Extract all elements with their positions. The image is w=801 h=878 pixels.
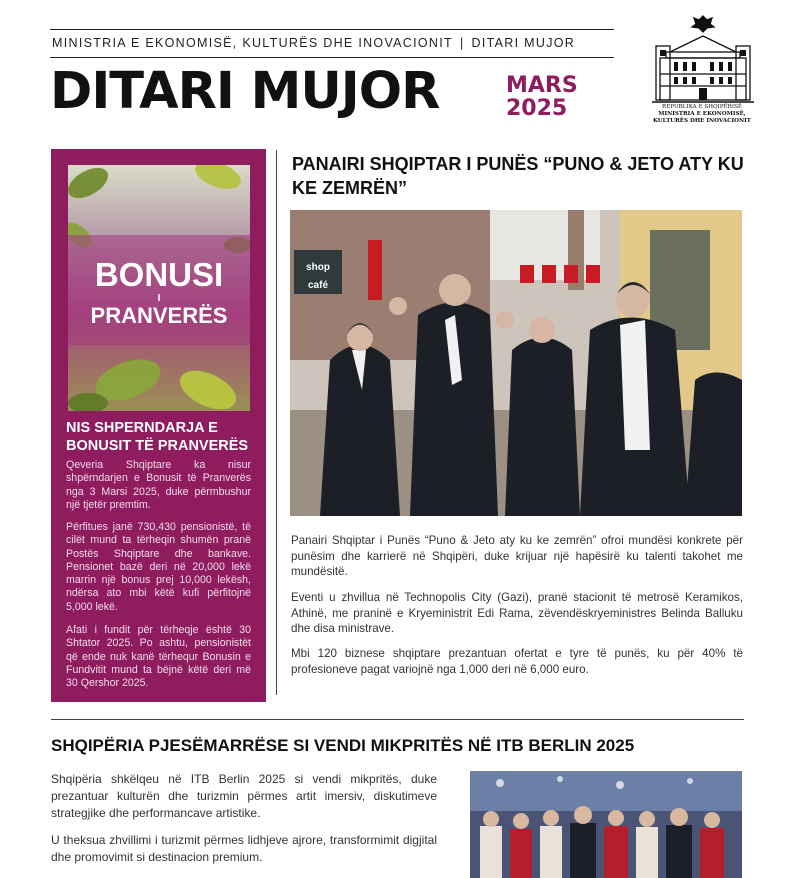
- itb-berlin-photo: [470, 771, 742, 878]
- logo-caption: [636, 104, 768, 125]
- main-article-title: PANAIRI SHQIPTAR I PUNËS “PUNO & JETO ATY KU KE ZEMRËN”: [292, 154, 744, 198]
- bottom-article-paragraph-2: U theksua zhvillimi i turizmit përmes lidhjeve ajrore, transformimit digjital dhe promovimit si destinacion premium.: [51, 833, 437, 864]
- sidebar-paragraph-3: Afati i fundit për tërheqje është 30 Shtator 2025. Po ashtu, pensionistët që ende nuk kanë tërhequr Bonusin e Fundvitit mund ta bëjnë këtë deri më 30 Qershor 2025.: [66, 624, 251, 690]
- ministry-name: MINISTRIA E EKONOMISË, KULTURËS DHE INOVACIONIT: [52, 36, 453, 50]
- column-divider: [276, 150, 277, 695]
- shop-sign-bottom: café: [307, 280, 329, 291]
- sidebar-paragraph-2: Përfitues janë 730,430 pensionistë, të cilët mund ta tërheqin shumën pranë Postës Shqiptare dhe bankave. Pensionet bazë deri në 20,000 lekë marrin një bonus prej 10,000 lekësh, ndërsa ato mbi këtë kufi përfitojnë 5,000 lekë.: [66, 521, 251, 613]
- job-fair-photo: [290, 210, 742, 516]
- issue-year: 2025: [506, 96, 568, 122]
- header-bottom-rule: [50, 57, 614, 58]
- header-separator: |: [459, 36, 465, 50]
- sidebar-paragraph-1: Qeveria Shqiptare ka nisur shpërndarjen e Bonusit të Pranverës nga 3 Marsi 2025, duke përmbushur një tjetër premtim.: [66, 459, 251, 511]
- bottom-article-title: SHQIPËRIA PJESËMARRËSE SI VENDI MIKPRITËS NË ITB BERLIN 2025: [51, 736, 635, 755]
- issue-date: [506, 74, 578, 120]
- main-article-paragraph-3: Mbi 120 biznese shqiptare prezantuan ofertat e tyre të punës, ku për 40% të profesioneve pagat variojnë nga 1,000 deri në 6,000 euro.: [291, 647, 743, 676]
- image-text-i: I: [157, 293, 161, 304]
- image-text-bonusi: BONUSI: [94, 256, 224, 293]
- masthead-title: DITARI MUJOR: [50, 62, 440, 121]
- main-article-paragraph-2: Eventi u zhvillua në Technopolis City (Gazi), pranë stacionit të metrosë Keramikos, Athinë, me praninë e Kryeministrit Edi Rama, zëvendëskryeministres Belinda Balluku dhe disa ministrave.: [291, 591, 743, 635]
- section-divider: [51, 719, 744, 720]
- logo-caption-line2: MINISTRIA E EKONOMISË,: [658, 110, 746, 117]
- main-article-paragraph-1: Panairi Shqiptar i Punës “Puno & Jeto aty ku ke zemrën” ofroi mundësi konkrete për punësim dhe karrierë në Shqipëri, duke krijuar një hapësirë ku talenti takohet me mundësitë.: [291, 534, 743, 578]
- issue-month: MARS: [506, 73, 578, 98]
- shop-sign-top: shop: [306, 262, 330, 273]
- image-text-pranveres: PRANVERËS: [90, 303, 228, 328]
- sidebar-title: NIS SHPERNDARJA E BONUSIT TË PRANVERËS: [66, 420, 249, 454]
- header-top-rule: [50, 29, 614, 30]
- logo-caption-line1: REPUBLIKA E SHQIPËRISË: [661, 104, 743, 110]
- spring-bonus-image: [68, 165, 250, 411]
- publication-name: DITARI MUJOR: [471, 36, 576, 50]
- bottom-article-paragraph-1: Shqipëria shkëlqeu në ITB Berlin 2025 si vendi mikpritës, duke prezantuar kulturën dhe turizmin përmes artit imersiv, diskutimeve strategjike dhe performancave artistike.: [51, 772, 437, 820]
- logo-caption-line3: KULTURËS DHE INOVACIONIT: [653, 117, 751, 124]
- header-meta: [52, 36, 612, 50]
